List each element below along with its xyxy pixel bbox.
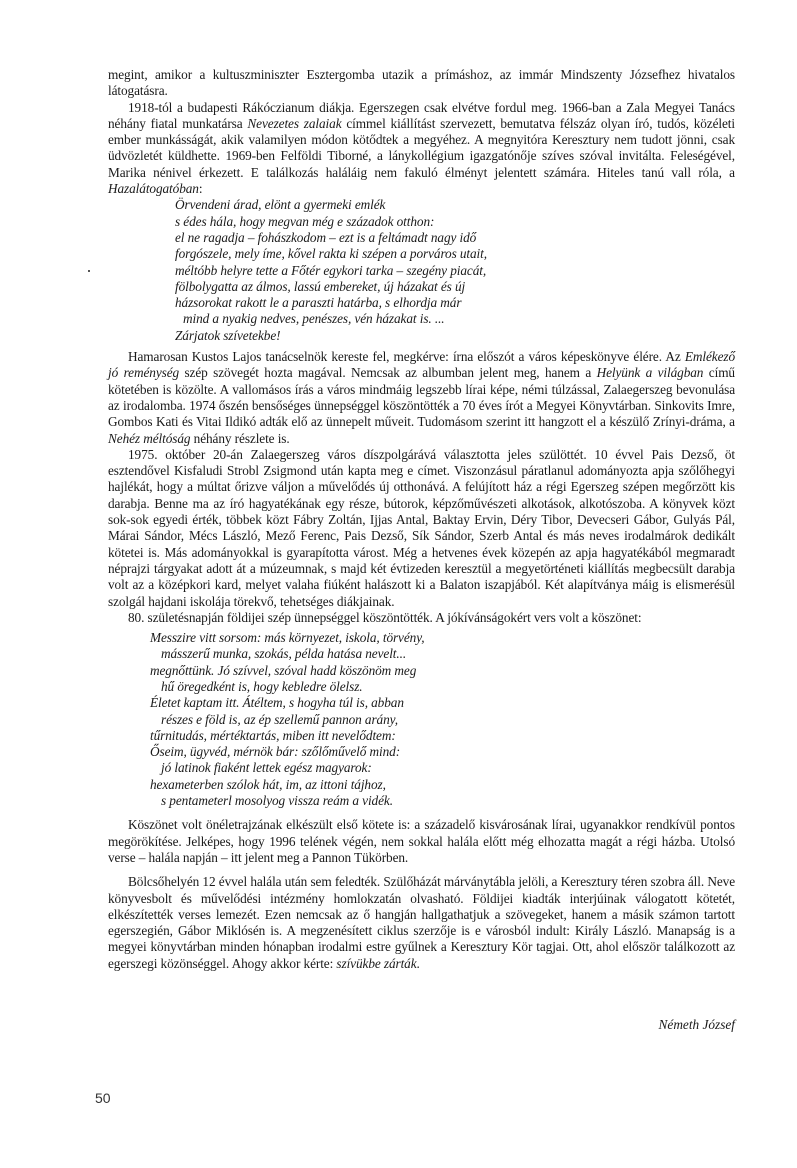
poem-quote-2 (108, 630, 735, 809)
paragraph-4: 1975. október 20-án Zalaegerszeg város díszpolgárává választotta jeles szülöttét. 10 évvel Pais Dezső, öt esztendővel Kisfaludi Strobl Zsigmond után kapta meg e címet. Viszonzásul páratlanul adományozta apja szőlőhegyi hajlékát, hogy a múltat őrizve váljon a művelődés új otthonává. A felújított ház a régi Egerszeg szépen megőrzött kis darabja. Benne ma az író hagyatékának egy része, bútorok, képzőművészeti alkotások, alkotószoba. A könyvek közt sok-sok egyedi érték, többek közt Fábry Zoltán, Ijjas Antal, Baktay Ervin, Déry Tibor, Devecseri Gábor, Gulyás Pál, Márai Sándor, Mécs László, Mező Ferenc, Pais Dezső, Sík Sándor, Szerb Antal és más neves irodalmárok dedikált kötetei is. Más adományokkal is gyarapította várost. Még a hetvenes évek közepén az apja hagyatékából megmaradt néprajzi tárgyakat adott át a múzeumnak, s majd két évtizeden keresztül a megyetörténeti kiállítás megbecsült darabja volt az a középkori kard, melyet valaha fiúként halászott ki a Balaton iszapjából. Két alapítványa máig is elismerésül szolgál hajdani iskolája törekvő, tehetséges diákjainak. (108, 446, 735, 609)
poem-line: s pentameterl mosolyog vissza reám a vidék. (161, 793, 393, 809)
author-signature: Németh József (658, 1017, 735, 1032)
poem-line: hű öregedként is, hogy kebledre ölelsz. (161, 678, 363, 694)
poem-line: méltóbb helyre tette a Főtér egykori tarka – szegény piacát, (175, 262, 487, 278)
paragraph-5: 80. születésnapján földijei szép ünnepséggel köszöntötték. A jókívánságokért vers volt a köszönet: (128, 609, 642, 625)
poem-line: tűrnitudás, mértéktartás, miben itt nevelődtem: (150, 727, 396, 743)
poem-line: forgószele, mely íme, kővel rakta ki szépen a porváros utait, (175, 246, 487, 262)
poem-line: el ne ragadja – fohászkodom – ezt is a feltámadt nagy idő (175, 229, 477, 245)
margin-mark (88, 270, 90, 272)
poem-line: Messzire vitt sorsom: más környezet, iskola, törvény, (150, 630, 425, 646)
emphasis-quote: szívükbe zárták (336, 955, 417, 971)
paragraph-1: megint, amikor a kultuszminiszter Esztergomba utazik a prímáshoz, az immár Mindszenty Józsefhez hivatalos látogatásra. (108, 67, 735, 99)
poem-line: házsorokat rakott le a paraszti határba, s elhordja már (175, 295, 462, 311)
page-number: 50 (95, 1090, 111, 1106)
poem-line: részes e föld is, az ép szellemű pannon arány, (161, 711, 398, 727)
poem-line: fölbolygatta az álmos, lassú embereket, új házakat és új (175, 278, 466, 294)
emphasis-title: Nehéz méltóság (108, 430, 191, 446)
poem-line: Őseim, ügyvéd, mérnök bár: szőlőművelő mind: (150, 744, 401, 760)
poem-line: Örvendeni árad, elönt a gyermeki emlék (175, 197, 386, 213)
emphasis-title: Hazalátogatóban (108, 181, 199, 197)
paragraph-2: 1918-tól a budapesti Rákóczianum diákja. Egerszegen csak elvétve fordul meg. 1966-ban a Zala Megyei Tanács néhány fiatal munkatársa Nevezetes zalaiak címmel kiállítást szervezett, bemutatva félszáz olyan író, tudós, közéleti ember munkásságát, akik valamilyen módon kötődtek a megyéhez. A megnyitóra Keresztury nem tudott jönni, csak üdvözletét küldhette. 1969-ben Felföldi Tiborné, a lánykollégium igazgatónője szíves szóval invitálta. Feleségével, Marika nénivel érkezett. E találkozás haláláig nem fakuló élményt jelentett számára. Hiteles tanú vall róla, a Hazalátogatóban: (108, 99, 735, 197)
paragraph-7: Bölcsőhelyén 12 évvel halála után sem feledték. Szülőházát márványtábla jelöli, a Keresztury téren szobra áll. Neve könyvesbolt és művelődési intézmény homlokzatán olvasható. Földijei kiadták interjúinak válogatott kötetét, elkészítették verses lemezét. Ezen nemcsak az ő hangján hallgathatjuk a szövegeket, hanem a másik számon tartott egerszegién, Gábor Miklósén is. A megzenésített ciklus szerzője is e városból indult: Király László. Manapság is a megyei könyvtárban minden hónapban irodalmi estre gyűlnek a Keresztury Kör tagjai. Ott, ahol először találkozott az egerszegi közönséggel. Ahogy akkor kérte: szívükbe zárták. (108, 874, 735, 971)
poem-line: s édes hála, hogy megvan még e századok otthon: (175, 213, 435, 229)
emphasis-title: Helyünk a világban (596, 365, 704, 381)
poem-line: másszerű munka, szokás, példa hatása nevelt... (161, 646, 407, 662)
poem-quote-1 (108, 197, 735, 344)
paragraph-3: Hamarosan Kustos Lajos tanácselnök kereste fel, megkérve: írna előszót a város képeskönyve élére. Az Emlékező jó reménység szép szövegét hozta magával. Nemcsak az albumban jelent meg, hanem a Helyünk a világban című kötetében is közölte. A vallomásos írás a város mindmáig legszebb lírai képe, némi túlzással, Zalaegerszeg bevonulása az irodalomba. 1974 őszén bensőséges ünnepséggel köszöntötték a 70 éves írót a Megyei Könyvtárban. Sinkovits Imre, Gombos Kati és Vitai Ildikó adták elő az ünnepelt műveit. Tudomásom szerint itt hangzott el a készülő Zrínyi-dráma, a Nehéz méltóság néhány részlete is. (108, 349, 735, 446)
emphasis-title: Nevezetes zalaiak (247, 115, 342, 131)
poem-line: jó latinok fiaként lettek egész magyarok: (161, 760, 372, 776)
poem-line: mind a nyakig nedves, penészes, vén házakat is. ... (183, 311, 445, 327)
body-text (108, 67, 735, 972)
paragraph-6: Köszönet volt önéletrajzának elkészült első kötete is: a századelő kisvárosának lírai, ugyanakkor rendkívül pontos megörökítése. Jelképes, hogy 1996 telének végén, nem sokkal halála előtt még elhozatta magát a régi házba. Utolsó verse – halála napján – itt jelent meg a Pannon Tükörben. (108, 817, 735, 865)
poem-line: hexameterben szólok hát, im, az ittoni tájhoz, (150, 776, 386, 792)
poem-line: Életet kaptam itt. Átéltem, s hogyha túl is, abban (150, 695, 404, 711)
poem-line: megnőttünk. Jó szívvel, szóval hadd köszönöm meg (150, 662, 417, 678)
emphasis-title: Emlékező jó reménység (108, 349, 735, 381)
poem-line: Zárjatok szívetekbe! (175, 327, 281, 343)
